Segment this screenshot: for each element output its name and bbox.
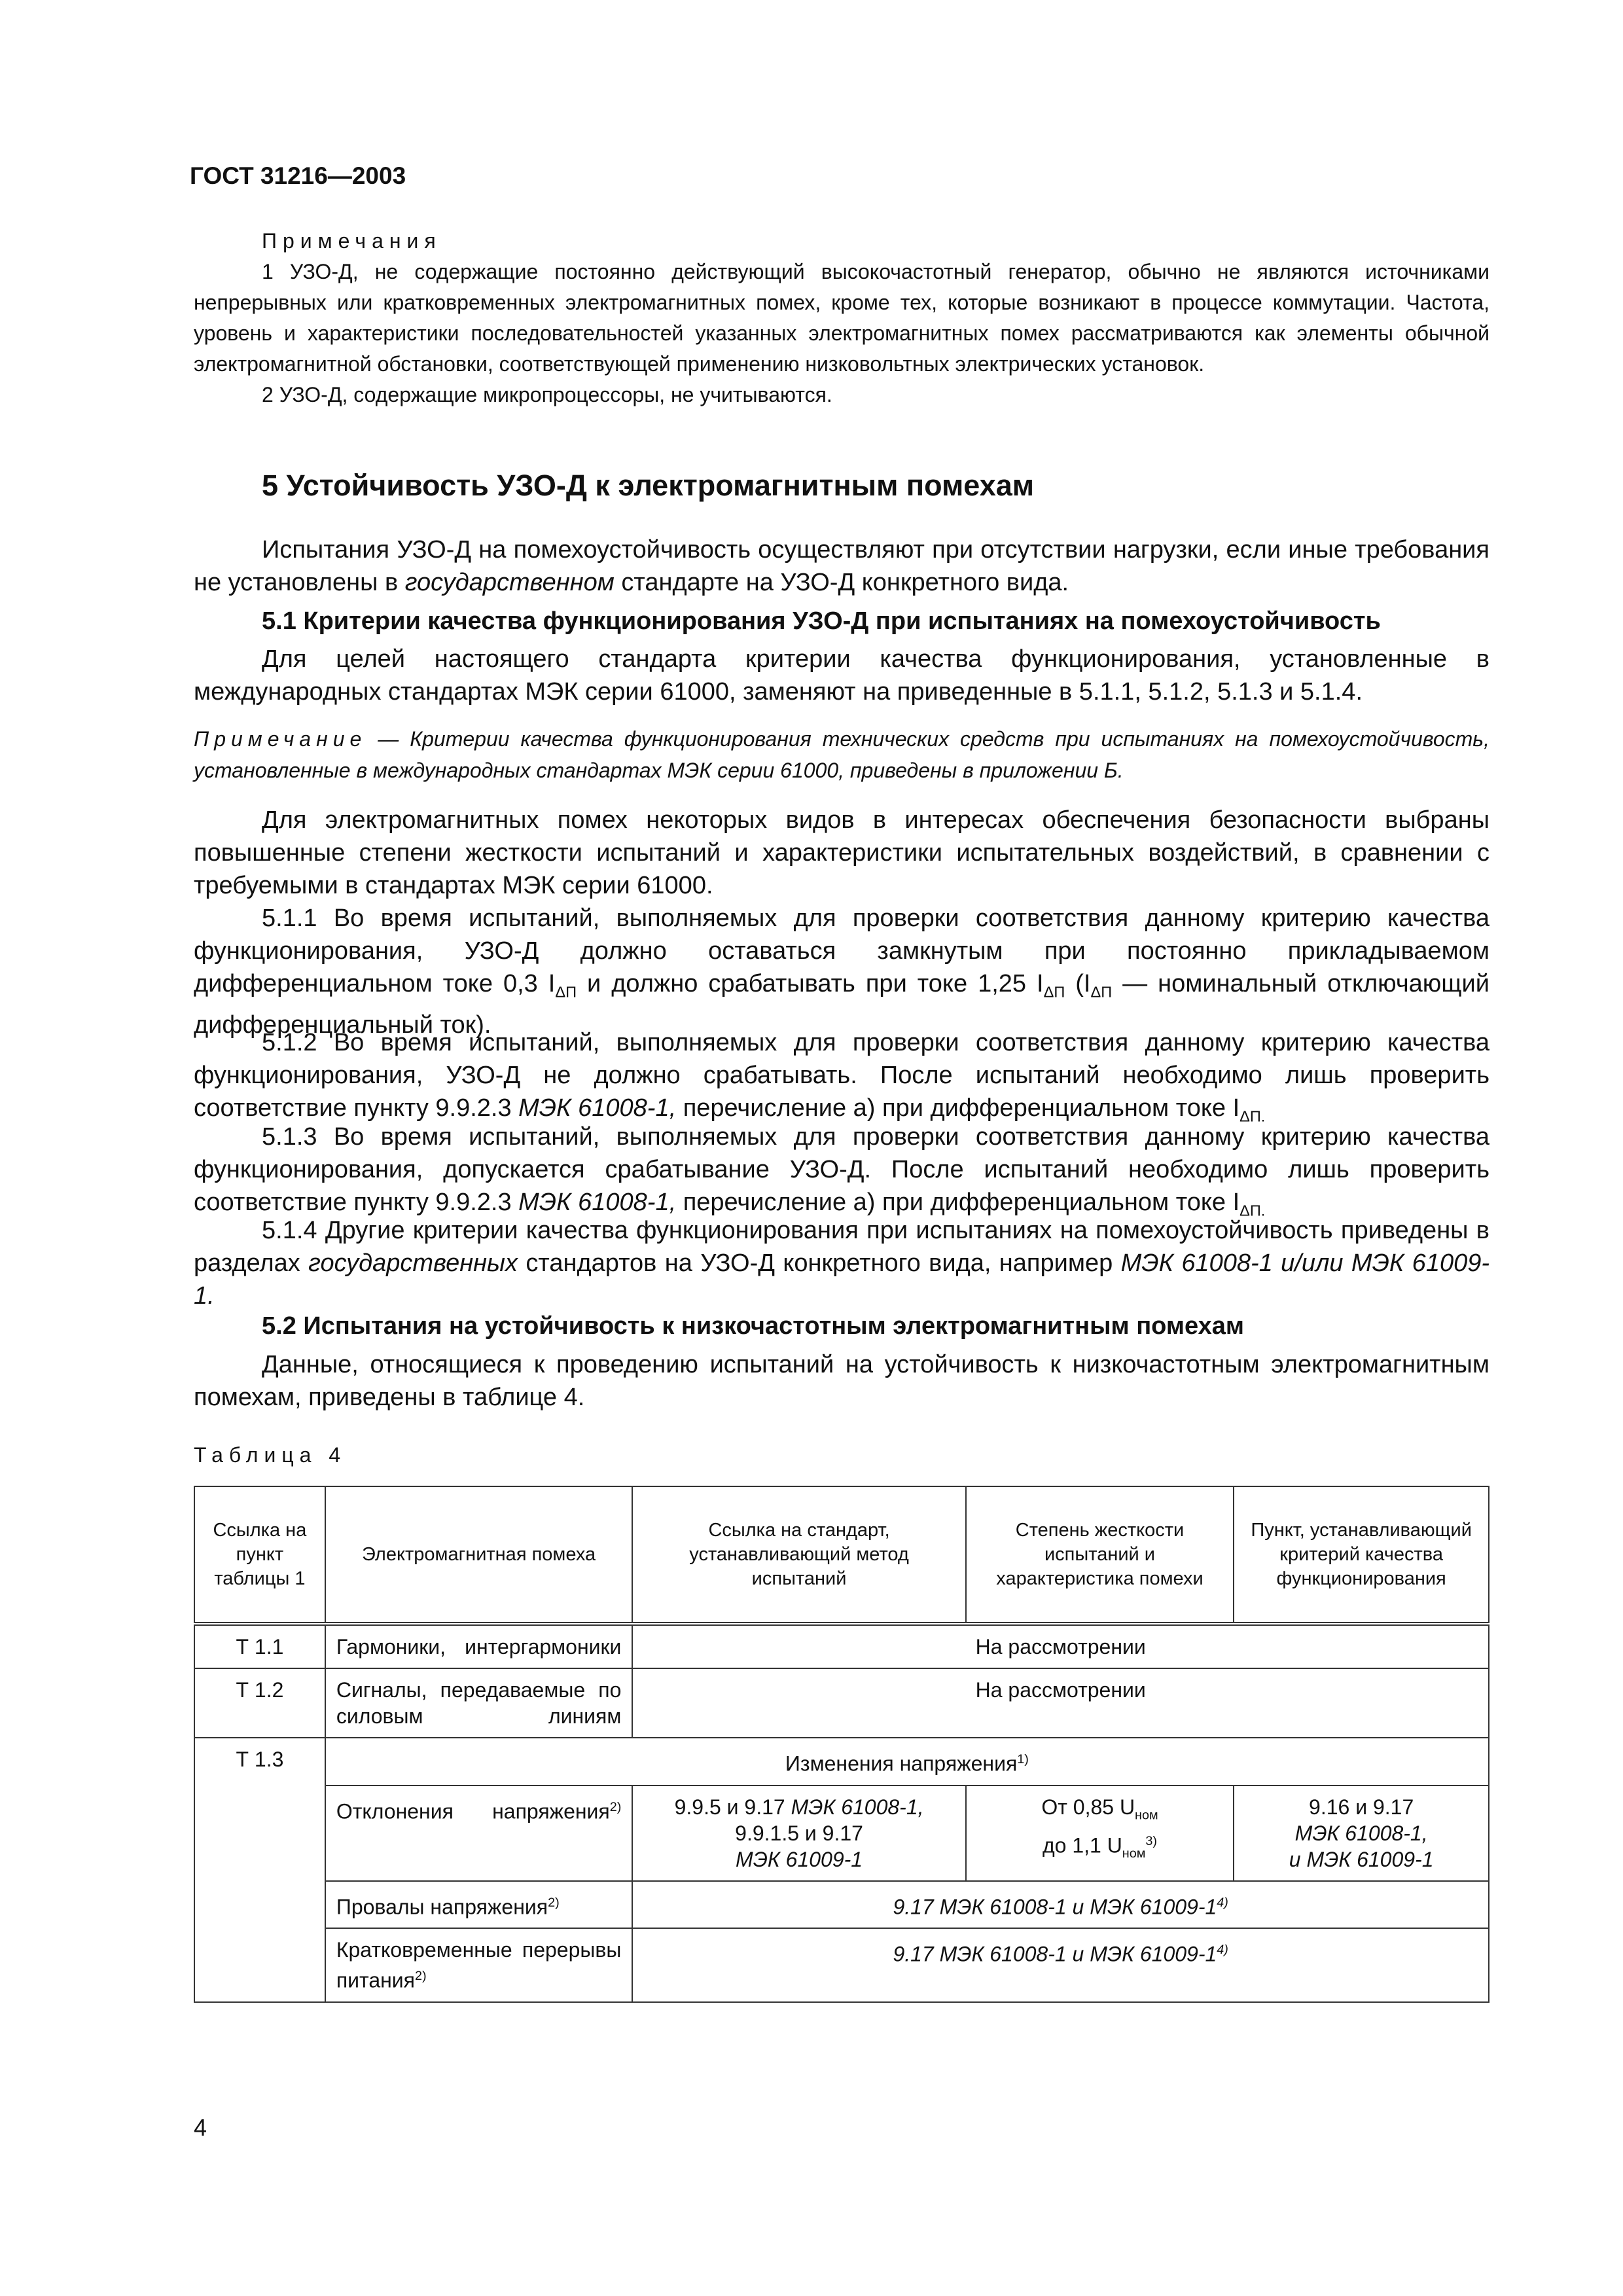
std-text-b: 9.9.1.5 и 9.17 <box>735 1821 863 1845</box>
row-ref: Т 1.1 <box>194 1624 325 1668</box>
section-5-1-para-2: Для электромагнитных помех некоторых видов в интересах обеспечения безопасности выбраны повышенные степени жесткости испытаний и характеристики испытательных воздействий, в сравнении с требуемыми в стандартах МЭК серии 61000. <box>194 806 1489 899</box>
clause-5-1-4-a: 5.1.4 Другие критерии качества функционирования при испытаниях на помехоустойчивость приведены в разделах <box>194 1217 1489 1277</box>
footnote-ref: 4) <box>1217 1895 1228 1910</box>
crit-text-b: и МЭК 61009-1 <box>1289 1847 1434 1871</box>
row-criterion <box>1234 1785 1489 1881</box>
clause-5-1-1-b: и должно срабатывать при токе 1,25 I <box>577 970 1044 997</box>
table-row <box>194 1668 1489 1738</box>
row-disturbance: Гармоники, интергармоники <box>325 1624 633 1668</box>
unit-sub: ном <box>1135 1808 1158 1823</box>
clause-5-1-2-a: 5.1.2 Во время испытаний, выполняемых для проверки соответствия данному критерию качества функционирования, УЗО-Д не должно срабатывать. После испытаний необходимо лишь проверить соответствие пункту 9.9.2.3 <box>194 1029 1489 1122</box>
section-5-1-note <box>194 723 1489 786</box>
row-disturbance <box>325 1881 633 1929</box>
sub-dp: ΔП. <box>1240 1107 1266 1125</box>
notes-title: Примечания <box>262 229 442 253</box>
row-disturbance: Сигналы, передаваемые по силовым линиям <box>325 1668 633 1738</box>
crit-ref: МЭК 61008-1, <box>1294 1821 1428 1845</box>
table-4-caption: Таблица 4 <box>194 1443 347 1467</box>
table-row <box>194 1738 1489 1785</box>
row-status: На рассмотрении <box>632 1624 1489 1668</box>
footnote-ref: 1) <box>1017 1752 1029 1767</box>
header-standard: Ссылка на стандарт, устанавливающий метод испытаний <box>632 1486 965 1624</box>
clause-5-1-2 <box>194 1026 1489 1133</box>
severity-text-a: От 0,85 U <box>1041 1795 1135 1819</box>
clause-5-1-3 <box>194 1121 1489 1227</box>
row-standard-merged <box>632 1881 1489 1929</box>
disturbance-text: Провалы напряжения <box>336 1895 548 1919</box>
sub-dp: ΔП <box>1090 983 1113 1001</box>
sub-dp: ΔП <box>1043 983 1065 1001</box>
note-text: — Критерии качества функционирования технических средств при испытаниях на помехоустойчивость, установленные в международных стандартах МЭК серии 61000, приведены в приложении Б. <box>194 727 1489 782</box>
disturbance-text: Отклонения напряжения <box>336 1799 610 1823</box>
clause-5-1-4 <box>194 1214 1489 1312</box>
clause-5-1-4-ref-2: МЭК 61008-1 и/или МЭК 61009-1. <box>194 1249 1490 1310</box>
table-row <box>194 1785 1489 1881</box>
clause-5-1-1-d: — номинальный отключающий дифференциальный ток). <box>194 970 1489 1039</box>
row-disturbance <box>325 1785 633 1881</box>
clause-5-1-2-b: перечисление а) при дифференциальном токе I <box>676 1094 1240 1122</box>
header-severity: Степень жесткости испытаний и характеристика помехи <box>966 1486 1234 1624</box>
header-ref: Ссылка на пункт таблицы 1 <box>194 1486 325 1624</box>
standard-text: 9.17 МЭК 61008-1 и МЭК 61009-1 <box>893 1895 1217 1919</box>
row-standard-merged <box>632 1928 1489 2002</box>
row-group-heading <box>325 1738 1489 1785</box>
clause-5-1-3-b: перечисление а) при дифференциальном токе I <box>676 1189 1240 1216</box>
footnote-ref: 4) <box>1217 1943 1228 1958</box>
page-number: 4 <box>194 2114 207 2141</box>
row-status: На рассмотрении <box>632 1668 1489 1738</box>
intro-text-b: стандарте на УЗО-Д конкретного вида. <box>614 569 1069 596</box>
table-header-row <box>194 1486 1489 1624</box>
section-5-heading: 5 Устойчивость УЗО-Д к электромагнитным помехам <box>262 469 1035 502</box>
section-5-2-para: Данные, относящиеся к проведению испытаний на устойчивость к низкочастотным электромагнитным помехам, приведены в таблице 4. <box>194 1351 1489 1411</box>
table-row <box>194 1881 1489 1929</box>
clause-5-1-4-b: стандартов на УЗО-Д конкретного вида, например <box>518 1249 1121 1277</box>
std-ref-1: МЭК 61008-1, <box>791 1795 924 1819</box>
severity-text-b: до 1,1 U <box>1042 1833 1122 1857</box>
table-4 <box>194 1486 1489 2003</box>
clause-5-1-3-a: 5.1.3 Во время испытаний, выполняемых для проверки соответствия данному критерию качества функционирования, допускается срабатывание УЗО-Д. После испытаний необходимо лишь проверить соответствие пункту 9.9.2.3 <box>194 1123 1489 1216</box>
clause-5-1-1 <box>194 902 1489 1041</box>
section-5-intro <box>194 533 1489 599</box>
clause-5-1-3-ref: МЭК 61008-1, <box>518 1189 677 1216</box>
intro-text-a: Испытания УЗО-Д на помехоустойчивость осуществляют при отсутствии нагрузки, если иные требования не установлены в <box>194 536 1489 596</box>
row-severity <box>966 1785 1234 1881</box>
document-header: ГОСТ 31216—2003 <box>190 162 406 189</box>
clause-5-1-2-ref: МЭК 61008-1, <box>518 1094 677 1122</box>
footnote-ref: 3) <box>1145 1834 1158 1849</box>
crit-text-a: 9.16 и 9.17 <box>1309 1795 1414 1819</box>
sub-dp: ΔП <box>555 983 577 1001</box>
section-5-1-heading: 5.1 Критерии качества функционирования УЗО-Д при испытаниях на помехоустойчивость <box>262 607 1381 635</box>
sub-dp: ΔП. <box>1240 1202 1266 1219</box>
row-ref: Т 1.2 <box>194 1668 325 1738</box>
std-text-a: 9.9.5 и 9.17 <box>674 1795 791 1819</box>
standard-text: 9.17 МЭК 61008-1 и МЭК 61009-1 <box>893 1942 1217 1966</box>
group-text: Изменения напряжения <box>785 1751 1018 1776</box>
header-criterion: Пункт, устанавливающий критерий качества функционирования <box>1234 1486 1489 1624</box>
clause-5-1-1-c: (I <box>1065 970 1091 997</box>
clause-5-1-1-a: 5.1.1 Во время испытаний, выполняемых для проверки соответствия данному критерию качества функционирования, УЗО-Д должно оставаться замкнутым при постоянно прикладываемом дифференциальном токе 0,3 I <box>194 905 1489 997</box>
intro-text-italic: государственном <box>404 569 615 596</box>
note-1: 1 УЗО-Д, не содержащие постоянно действующий высокочастотный генератор, обычно не являются источниками непрерывных или кратковременных электромагнитных помех, кроме тех, которые возникают в процессе коммутации. Частота, уровень и характеристики последовательностей указанных электромагнитных помех рассматриваются как элементы обычной электромагнитной обстановки, соответствующей применению низковольтных электрических установок. <box>194 260 1489 376</box>
clause-5-1-4-ref-1: государственных <box>308 1249 518 1277</box>
note-2: 2 УЗО-Д, содержащие микропроцессоры, не учитываются. <box>262 383 832 406</box>
table-row <box>194 1624 1489 1668</box>
table-row <box>194 1928 1489 2002</box>
footnote-ref: 2) <box>415 1969 427 1984</box>
row-disturbance <box>325 1928 633 2002</box>
std-ref-2: МЭК 61009-1 <box>736 1847 863 1871</box>
header-disturbance: Электромагнитная помеха <box>325 1486 633 1624</box>
section-5-1-para-1: Для целей настоящего стандарта критерии качества функционирования, установленные в международных стандартах МЭК серии 61000, заменяют на приведенные в 5.1.1, 5.1.2, 5.1.3 и 5.1.4. <box>194 645 1489 706</box>
section-5-2-heading: 5.2 Испытания на устойчивость к низкочастотным электромагнитным помехам <box>262 1312 1244 1340</box>
row-ref: Т 1.3 <box>194 1738 325 2002</box>
row-standard <box>632 1785 965 1881</box>
footnote-ref: 2) <box>609 1799 622 1814</box>
notes-block <box>194 226 1489 410</box>
disturbance-text: Кратковременные перерывы питания <box>336 1938 622 1992</box>
note-label: Примечание <box>194 727 367 751</box>
footnote-ref: 2) <box>548 1895 560 1910</box>
unit-sub: ном <box>1122 1846 1146 1861</box>
